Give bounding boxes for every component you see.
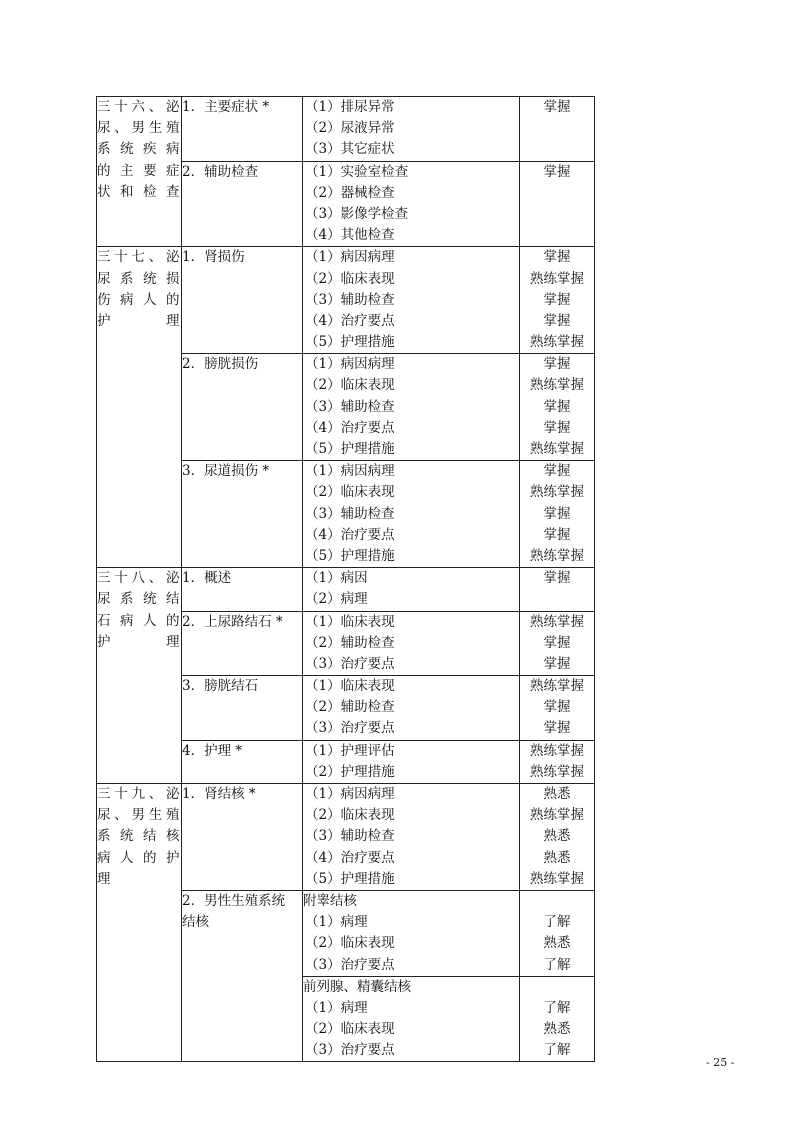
requirement-level: 熟练掌握 bbox=[530, 763, 584, 780]
unit-title-line: 三十八、泌 bbox=[97, 570, 181, 587]
items-cell bbox=[303, 97, 520, 162]
list-item: （3）辅助检查 bbox=[305, 291, 395, 308]
list-item: （4）其他检查 bbox=[305, 227, 395, 244]
unit-title-cell bbox=[97, 784, 182, 1062]
list-item: （3）影像学检查 bbox=[305, 205, 409, 222]
list-item: （2）辅助检查 bbox=[305, 699, 395, 716]
topic-title-line: 1．概述 bbox=[182, 570, 232, 587]
items-cell bbox=[303, 568, 520, 611]
list-item: （3）辅助检查 bbox=[305, 505, 395, 522]
requirement-level: 熟练掌握 bbox=[530, 377, 584, 394]
topic-title-line: 2．上尿路结石 * bbox=[182, 613, 283, 630]
topic-cell bbox=[182, 568, 303, 611]
requirement-level: 了解 bbox=[543, 999, 571, 1016]
requirement-cell bbox=[520, 784, 595, 891]
requirement-cell bbox=[520, 611, 595, 676]
list-item: （2）护理措施 bbox=[305, 763, 395, 780]
list-item: （2）临床表现 bbox=[305, 377, 395, 394]
unit-title-line: 病 人 的 护 bbox=[97, 849, 181, 866]
requirement-cell bbox=[520, 247, 595, 354]
list-item: （1）临床表现 bbox=[305, 613, 395, 630]
requirement-level: 了解 bbox=[543, 956, 571, 973]
items-cell bbox=[303, 461, 520, 568]
requirement-level: 熟悉 bbox=[543, 828, 571, 845]
requirement-cell bbox=[520, 890, 595, 976]
requirement-level: 熟练掌握 bbox=[530, 870, 584, 887]
requirement-cell bbox=[520, 461, 595, 568]
topic-title-line: 3．尿道损伤 * bbox=[182, 463, 270, 480]
unit-title-cell bbox=[97, 247, 182, 568]
list-item: （1）实验室检查 bbox=[305, 163, 409, 180]
requirement-level: 了解 bbox=[543, 1042, 571, 1059]
list-item: （3）治疗要点 bbox=[305, 655, 395, 672]
list-item: （1）病因 bbox=[305, 570, 368, 587]
requirement-level: 掌握 bbox=[543, 526, 571, 543]
unit-title-line: 系 统 结 核 bbox=[97, 828, 181, 845]
list-item: （5）护理措施 bbox=[305, 547, 395, 564]
list-item: （1）排尿异常 bbox=[305, 99, 395, 115]
unit-title-line: 的 主 要 症 bbox=[97, 162, 181, 179]
requirement-level: 掌握 bbox=[543, 570, 571, 587]
items-cell bbox=[303, 676, 520, 741]
topic-cell bbox=[182, 97, 303, 162]
page-number: - 25 - bbox=[706, 1056, 735, 1069]
topic-cell bbox=[182, 461, 303, 568]
unit-title-line: 尿 系 统 损 bbox=[97, 270, 181, 287]
requirement-cell bbox=[520, 97, 595, 162]
requirement-level: 掌握 bbox=[543, 99, 571, 115]
list-item: （4）治疗要点 bbox=[305, 312, 395, 329]
unit-title-line: 三十七、泌 bbox=[97, 249, 181, 266]
topic-title-line: 2．辅助检查 bbox=[182, 163, 259, 180]
list-item: （2）临床表现 bbox=[305, 484, 395, 501]
list-item: （2）器械检查 bbox=[305, 184, 395, 201]
topic-cell bbox=[182, 354, 303, 461]
topic-title-line: 4．护理 * bbox=[182, 742, 243, 759]
list-item: （4）治疗要点 bbox=[305, 419, 395, 436]
unit-title-line: 尿、男生殖 bbox=[97, 120, 181, 137]
list-item: （3）治疗要点 bbox=[305, 1042, 395, 1059]
table-row bbox=[97, 97, 595, 162]
list-item: （1）护理评估 bbox=[305, 742, 395, 759]
requirement-cell bbox=[520, 976, 595, 1062]
requirement-level: 掌握 bbox=[543, 312, 571, 329]
list-item: （3）辅助检查 bbox=[305, 398, 395, 415]
unit-title-line: 尿、男生殖 bbox=[97, 807, 181, 824]
requirement-level: 掌握 bbox=[543, 163, 571, 180]
group-heading: 附睾结核 bbox=[303, 892, 357, 909]
list-item: （5）护理措施 bbox=[305, 441, 395, 457]
items-cell bbox=[303, 247, 520, 354]
table-row bbox=[97, 247, 595, 354]
list-item: （1）病理 bbox=[305, 999, 368, 1016]
items-cell bbox=[303, 611, 520, 676]
requirement-level: 掌握 bbox=[543, 655, 571, 672]
unit-title-line: 理 bbox=[97, 870, 112, 887]
group-heading: 前列腺、精囊结核 bbox=[303, 978, 411, 995]
requirement-cell bbox=[520, 161, 595, 247]
requirement-level: 掌握 bbox=[543, 699, 571, 716]
unit-title-line: 状和检查 bbox=[97, 183, 181, 200]
requirement-level: 熟练掌握 bbox=[530, 484, 584, 501]
requirement-level: 熟悉 bbox=[543, 1021, 571, 1038]
requirement-level: 掌握 bbox=[543, 505, 571, 522]
requirement-level: 了解 bbox=[543, 914, 571, 931]
topic-cell bbox=[182, 784, 303, 891]
topic-cell bbox=[182, 890, 303, 1062]
topic-title-line: 1．主要症状 * bbox=[182, 99, 270, 115]
list-item: （5）护理措施 bbox=[305, 870, 395, 887]
topic-title-line: 1．肾损伤 bbox=[182, 249, 245, 266]
items-cell bbox=[303, 161, 520, 247]
items-cell bbox=[303, 740, 520, 783]
topic-cell bbox=[182, 740, 303, 783]
topic-cell bbox=[182, 247, 303, 354]
unit-title-line: 石 病 人 的 bbox=[97, 612, 181, 629]
topic-title-line: 3．膀胱结石 bbox=[182, 678, 259, 695]
unit-title-line: 三十九、泌 bbox=[97, 786, 181, 802]
list-item: （2）尿液异常 bbox=[305, 120, 395, 137]
list-item: （1）病因病理 bbox=[305, 249, 395, 266]
requirement-level: 熟练掌握 bbox=[530, 270, 584, 287]
requirement-cell bbox=[520, 354, 595, 461]
topic-title-line: 1．肾结核 * bbox=[182, 786, 256, 802]
table-row bbox=[97, 784, 595, 891]
list-item: （4）治疗要点 bbox=[305, 849, 395, 866]
list-item: （5）护理措施 bbox=[305, 334, 395, 351]
list-item: （3）辅助检查 bbox=[305, 828, 395, 845]
syllabus-table bbox=[96, 96, 595, 1062]
list-item: （1）病因病理 bbox=[305, 463, 395, 480]
list-item: （2）临床表现 bbox=[305, 270, 395, 287]
list-item: （3）治疗要点 bbox=[305, 720, 395, 737]
list-item: （2）临床表现 bbox=[305, 807, 395, 824]
unit-title-line: 三十六、泌 bbox=[97, 99, 181, 115]
requirement-level: 熟练掌握 bbox=[530, 678, 584, 695]
unit-title-line: 尿 系 统 结 bbox=[97, 591, 181, 608]
requirement-level: 熟练掌握 bbox=[530, 742, 584, 759]
topic-title-line: 2．男性生殖系统 bbox=[182, 892, 286, 909]
unit-title-line: 护理 bbox=[97, 312, 181, 329]
list-item: （1）临床表现 bbox=[305, 678, 395, 695]
requirement-level: 掌握 bbox=[543, 634, 571, 651]
requirement-level: 熟练掌握 bbox=[530, 807, 584, 824]
requirement-level: 掌握 bbox=[543, 398, 571, 415]
requirement-cell bbox=[520, 676, 595, 741]
requirement-level: 掌握 bbox=[543, 720, 571, 737]
list-item: （1）病因病理 bbox=[305, 786, 395, 802]
requirement-level: 熟悉 bbox=[543, 786, 571, 802]
topic-title-line: 2．膀胱损伤 bbox=[182, 356, 259, 373]
unit-title-cell bbox=[97, 97, 182, 247]
list-item: （2）临床表现 bbox=[305, 935, 395, 952]
list-item: （1）病因病理 bbox=[305, 356, 395, 373]
list-item: （1）病理 bbox=[305, 914, 368, 931]
level-spacer bbox=[520, 977, 594, 998]
requirement-cell bbox=[520, 568, 595, 611]
list-item: （4）治疗要点 bbox=[305, 526, 395, 543]
items-cell bbox=[303, 354, 520, 461]
unit-title-cell bbox=[97, 568, 182, 784]
requirement-cell bbox=[520, 740, 595, 783]
list-item: （2）辅助检查 bbox=[305, 634, 395, 651]
topic-title-line: 结核 bbox=[182, 914, 209, 931]
requirement-level: 熟练掌握 bbox=[530, 613, 584, 630]
list-item: （2）临床表现 bbox=[305, 1021, 395, 1038]
items-cell bbox=[303, 890, 520, 976]
requirement-level: 熟练掌握 bbox=[530, 547, 584, 564]
list-item: （2）病理 bbox=[305, 591, 368, 608]
list-item: （3）治疗要点 bbox=[305, 956, 395, 973]
items-cell bbox=[303, 976, 520, 1062]
topic-cell bbox=[182, 161, 303, 247]
requirement-level: 掌握 bbox=[543, 356, 571, 373]
table-row bbox=[97, 568, 595, 611]
requirement-level: 掌握 bbox=[543, 419, 571, 436]
items-cell bbox=[303, 784, 520, 891]
topic-cell bbox=[182, 611, 303, 676]
unit-title-line: 护理 bbox=[97, 633, 181, 650]
requirement-level: 熟悉 bbox=[543, 849, 571, 866]
requirement-level: 掌握 bbox=[543, 463, 571, 480]
syllabus-body bbox=[97, 97, 595, 1062]
list-item: （3）其它症状 bbox=[305, 141, 395, 158]
level-spacer bbox=[520, 891, 594, 912]
requirement-level: 熟练掌握 bbox=[530, 441, 584, 457]
topic-cell bbox=[182, 676, 303, 741]
requirement-level: 熟练掌握 bbox=[530, 334, 584, 351]
requirement-level: 熟悉 bbox=[543, 935, 571, 952]
unit-title-line: 伤 病 人 的 bbox=[97, 291, 181, 308]
requirement-level: 掌握 bbox=[543, 249, 571, 266]
unit-title-line: 系 统 疾 病 bbox=[97, 141, 181, 158]
requirement-level: 掌握 bbox=[543, 291, 571, 308]
